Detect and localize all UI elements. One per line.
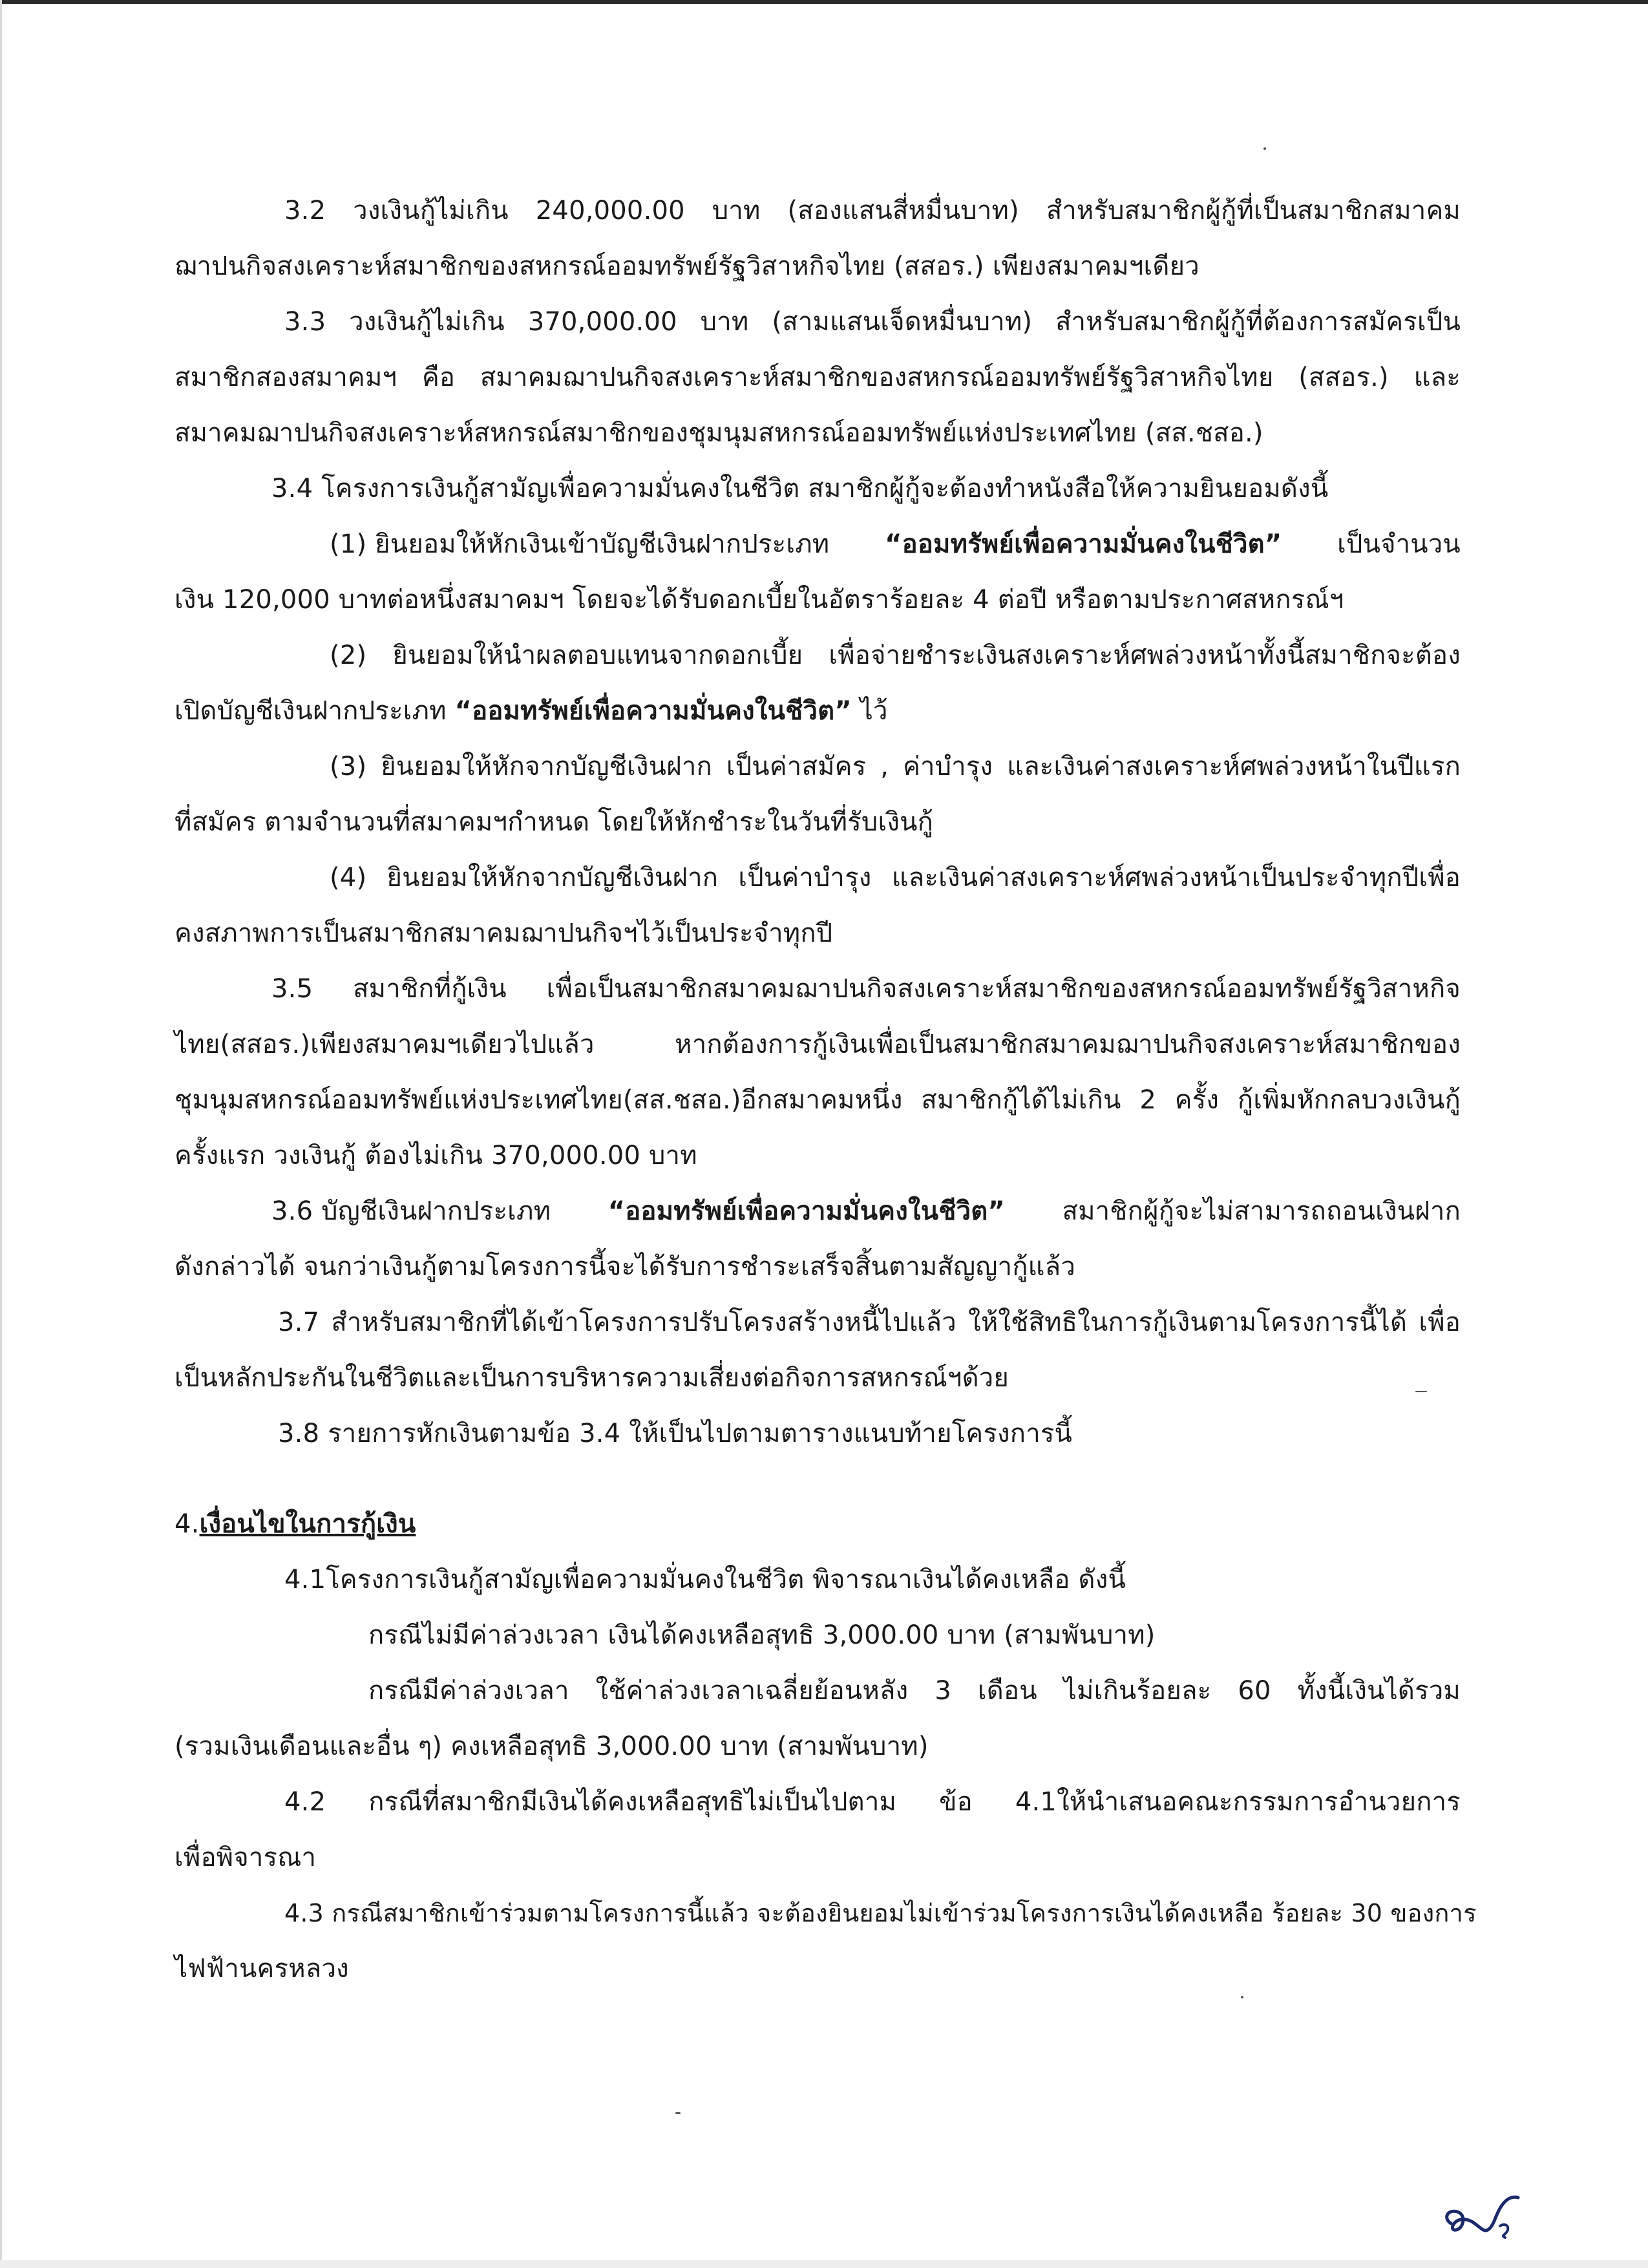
handwritten-initials-signature <box>1438 2178 1528 2249</box>
item-1-text-a: (1) ยินยอมให้หักเงินเข้าบัญชีเงินฝากประเภท <box>330 529 830 559</box>
para-3-2-line-1: 3.2 วงเงินกู้ไม่เกิน 240,000.00 บาท (สองแสนสี่หมื่นบาท) สำหรับสมาชิกผู้กู้ที่เป็นสมาชิกสมาคม <box>284 196 1461 226</box>
para-4-1-case-1: กรณีไม่มีค่าล่วงเวลา เงินได้คงเหลือสุทธิ 3,000.00 บาท (สามพันบาท) <box>368 1620 1156 1650</box>
para-3-6-line-1 <box>271 1193 1461 1229</box>
para-3-4-item-2-line-1: (2) ยินยอมให้นำผลตอบแทนจากดอกเบี้ย เพื่อจ่ายชำระเงินสงเคราะห์ศพล่วงหน้าทั้งนี้สมาชิกจะต้อง <box>330 641 1461 670</box>
para-3-5-line-4: ครั้งแรก วงเงินกู้ ต้องไม่เกิน 370,000.00 บาท <box>174 1141 697 1171</box>
para-3-2-line-2: ฌาปนกิจสงเคราะห์สมาชิกของสหกรณ์ออมทรัพย์รัฐวิสาหกิจไทย (สสอร.) เพียงสมาคมฯเดียว <box>174 251 1199 281</box>
para-3-7-line-1: 3.7 สำหรับสมาชิกที่ได้เข้าโครงการปรับโครงสร้างหนี้ไปแล้ว ให้ใช้สิทธิในการกู้เงินตามโครงการนี้ได้ เพื่อ <box>278 1308 1461 1337</box>
para-3-6-text-b: สมาชิกผู้กู้จะไม่สามารถถอนเงินฝาก <box>1062 1196 1461 1226</box>
scan-edge-left <box>0 0 2 2268</box>
item-2-text-b: ไว้ <box>851 696 888 726</box>
para-3-4-item-4-line-1: (4) ยินยอมให้หักจากบัญชีเงินฝาก เป็นค่าบำรุง และเงินค่าสงเคราะห์ศพล่วงหน้าเป็นประจำทุกปีเพื่อ <box>330 863 1461 893</box>
item-2-text-a: เปิดบัญชีเงินฝากประเภท <box>174 696 455 726</box>
item-2-bold-account-type: “ออมทรัพย์เพื่อความมั่นคงในชีวิต” <box>454 696 852 726</box>
para-3-4-line-1: 3.4 โครงการเงินกู้สามัญเพื่อความมั่นคงในชีวิต สมาชิกผู้กู้จะต้องทำหนังสือให้ความยินยอมดังนี้ <box>271 474 1329 503</box>
item-1-text-b: เป็นจำนวน <box>1337 529 1461 559</box>
item-1-bold-account-type: “ออมทรัพย์เพื่อความมั่นคงในชีวิต” <box>885 529 1282 559</box>
para-3-4-item-4-line-2: คงสภาพการเป็นสมาชิกสมาคมฌาปนกิจฯไว้เป็นประจำทุกปี <box>174 918 833 948</box>
para-3-4-item-3-line-2: ที่สมัคร ตามจำนวนที่สมาคมฯกำหนด โดยให้หักชำระในวันที่รับเงินกู้ <box>174 807 934 837</box>
para-3-4-item-2-line-2 <box>174 693 888 729</box>
para-4-1-case-2-line-1: กรณีมีค่าล่วงเวลา ใช้ค่าล่วงเวลาเฉลี่ยย้อนหลัง 3 เดือน ไม่เกินร้อยละ 60 ทั้งนี้เงินได้รวม <box>368 1676 1461 1706</box>
para-3-3-line-3: สมาคมฌาปนกิจสงเคราะห์สหกรณ์สมาชิกของชุมนุมสหกรณ์ออมทรัพย์แห่งประเทศไทย (สส.ชสอ.) <box>174 418 1263 448</box>
scan-speck <box>1415 1391 1427 1392</box>
para-3-4-item-1-line-2: เงิน 120,000 บาทต่อหนึ่งสมาคมฯ โดยจะได้รับดอกเบี้ยในอัตราร้อยละ 4 ต่อปี หรือตามประกาศสหกรณ์ฯ <box>174 585 1344 615</box>
scan-speck <box>675 2112 681 2114</box>
para-3-3-line-2: สมาชิกสองสมาคมฯ คือ สมาคมฌาปนกิจสงเคราะห์สมาชิกของสหกรณ์ออมทรัพย์รัฐวิสาหกิจไทย (สสอร.) และ <box>174 363 1461 392</box>
para-3-4-item-1-line-1 <box>330 526 1461 562</box>
para-3-5-line-2: ไทย(สสอร.)เพียงสมาคมฯเดียวไปแล้ว หากต้องการกู้เงินเพื่อเป็นสมาชิกสมาคมฌาปนกิจสงเคราะห์สมาชิกของ <box>174 1030 1461 1059</box>
para-3-5-line-3: ชุมนุมสหกรณ์ออมทรัพย์แห่งประเทศไทย(สส.ชสอ.)อีกสมาคมหนึ่ง สมาชิกกู้ได้ไม่เกิน 2 ครั้ง กู้เพิ่มหักกลบวงเงินกู้ <box>174 1085 1461 1115</box>
para-3-8-line-1: 3.8 รายการหักเงินตามข้อ 3.4 ให้เป็นไปตามตารางแนบท้ายโครงการนี้ <box>278 1419 1073 1448</box>
section-4-number: 4. <box>174 1509 200 1539</box>
para-3-5-line-1: 3.5 สมาชิกที่กู้เงิน เพื่อเป็นสมาชิกสมาคมฌาปนกิจสงเคราะห์สมาชิกของสหกรณ์ออมทรัพย์รัฐวิสาหกิจ <box>271 974 1461 1004</box>
para-3-3-line-1: 3.3 วงเงินกู้ไม่เกิน 370,000.00 บาท (สามแสนเจ็ดหมื่นบาท) สำหรับสมาชิกผู้กู้ที่ต้องการสมัครเป็น <box>284 307 1461 337</box>
para-3-7-line-2: เป็นหลักประกันในชีวิตและเป็นการบริหารความเสี่ยงต่อกิจการสหกรณ์ฯด้วย <box>174 1363 1009 1393</box>
section-4-heading <box>174 1506 416 1542</box>
para-3-4-item-3-line-1: (3) ยินยอมให้หักจากบัญชีเงินฝาก เป็นค่าสมัคร , ค่าบำรุง และเงินค่าสงเคราะห์ศพล่วงหน้าในปีแรก <box>330 752 1461 781</box>
para-3-6-line-2: ดังกล่าวได้ จนกว่าเงินกู้ตามโครงการนี้จะได้รับการชำระเสร็จสิ้นตามสัญญากู้แล้ว <box>174 1252 1076 1282</box>
scan-speck <box>1241 1996 1243 1998</box>
scan-edge-top <box>0 0 1648 4</box>
para-4-1-line-1: 4.1โครงการเงินกู้สามัญเพื่อความมั่นคงในชีวิต พิจารณาเงินได้คงเหลือ ดังนี้ <box>284 1565 1126 1595</box>
scan-speck <box>1263 147 1266 150</box>
para-4-1-case-2-line-2: (รวมเงินเดือนและอื่น ๆ) คงเหลือสุทธิ 3,000.00 บาท (สามพันบาท) <box>174 1732 929 1761</box>
para-4-3-line-1: 4.3 กรณีสมาชิกเข้าร่วมตามโครงการนี้แล้ว จะต้องยินยอมไม่เข้าร่วมโครงการเงินได้คงเหลือ ร้อยละ 30 ของการ <box>284 1899 1477 1927</box>
para-4-2-line-2: เพื่อพิจารณา <box>174 1843 317 1872</box>
section-4-title: เงื่อนไขในการกู้เงิน <box>199 1509 416 1539</box>
scan-edge-bottom <box>0 2260 1648 2268</box>
para-3-6-text-a: 3.6 บัญชีเงินฝากประเภท <box>271 1196 551 1226</box>
para-4-2-line-1: 4.2 กรณีที่สมาชิกมีเงินได้คงเหลือสุทธิไม่เป็นไปตาม ข้อ 4.1ให้นำเสนอคณะกรรมการอำนวยการ <box>284 1787 1461 1817</box>
para-3-6-bold-account-type: “ออมทรัพย์เพื่อความมั่นคงในชีวิต” <box>607 1196 1005 1226</box>
para-4-3-line-2: ไฟฟ้านครหลวง <box>174 1954 349 1984</box>
